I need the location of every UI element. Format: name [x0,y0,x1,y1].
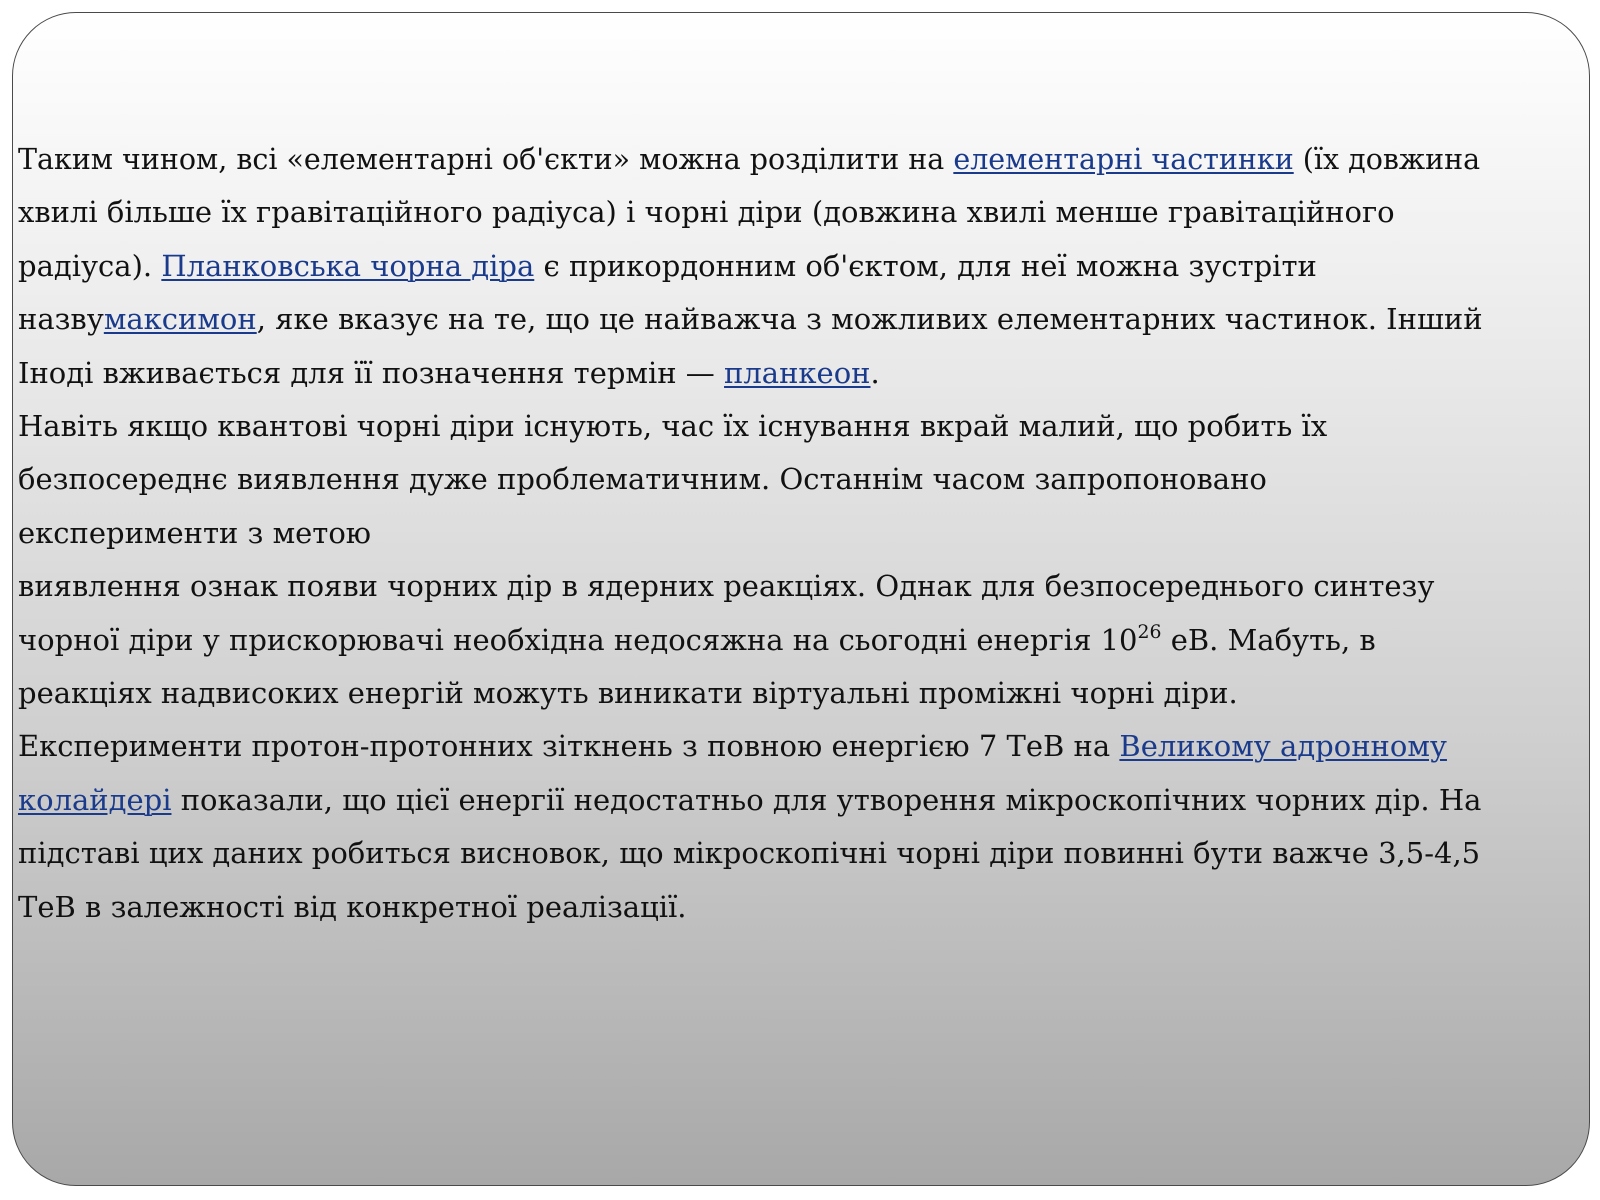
text-line: експерименти з метою [18,515,372,550]
text-segment: Іноді вживається для її позначення термін — [18,355,725,390]
text-line [18,293,1488,346]
text-line [18,133,1488,186]
text-segment: Експерименти протон-протонних зіткнень з повною енергією 7 ТеВ на [18,729,1120,764]
text-segment: (їх довжина [1293,143,1481,176]
exponent: 26 [1137,621,1162,643]
text-segment: , яке вказує на те, що це найважча з можливих елементарних частинок. Інший [256,302,1483,337]
text-line: виявлення ознак появи чорних дір в ядерних реакціях. Однак для безпосереднього синтезу [18,569,1435,604]
link-large-hadron-collider-continued[interactable]: колайдері [18,782,172,817]
text-segment: Таким чином, всі «елементарні об'єкти» можна розділити на [18,143,954,176]
text-line [18,347,1488,400]
text-segment: показали, що цієї енергії недостатньо для утворення мікроскопічних чорних дір. На [171,782,1482,817]
link-maximon[interactable]: максимон [103,302,257,337]
text-line: реакціях надвисоких енергій можуть виникати віртуальні проміжні чорні діри. [18,676,1238,711]
text-segment: еВ. Мабуть, в [1161,622,1376,657]
link-planck-black-hole[interactable]: Планковська чорна діра [161,248,535,283]
link-planckeon[interactable]: планкеон [724,355,871,390]
text-line: хвилі більше їх гравітаційного радіуса) і чорні діри (довжина хвилі менше гравітаційного [18,195,1395,230]
text-segment: є прикордонним об'єктом, для неї можна зустріти [534,248,1317,283]
text-segment: радіуса). [18,248,162,283]
text-line [18,614,1488,667]
text-line: ТеВ в залежності від конкретної реалізації. [18,889,687,924]
text-segment: чорної діри у прискорювачі необхідна недосяжна на сьогодні енергія 10 [18,622,1138,657]
slide-body-text [18,133,1488,934]
text-line: Навіть якщо квантові чорні діри існують, час їх існування вкрай малий, що робить їх [18,409,1328,444]
link-large-hadron-collider[interactable]: Великому адронному [1119,729,1447,764]
slide-frame [12,12,1590,1186]
text-segment: назву [18,302,104,337]
text-line: безпосереднє виявлення дуже проблематичним. Останнім часом запропоновано [18,462,1267,497]
text-line [18,774,1488,827]
link-elementary-particles[interactable]: елементарні частинки [953,143,1294,176]
text-line [18,240,1488,293]
text-segment: . [870,355,880,390]
text-line: підставі цих даних робиться висновок, що мікроскопічні чорні діри повинні бути важче 3,5-4,5 [18,836,1481,871]
text-line [18,720,1488,773]
